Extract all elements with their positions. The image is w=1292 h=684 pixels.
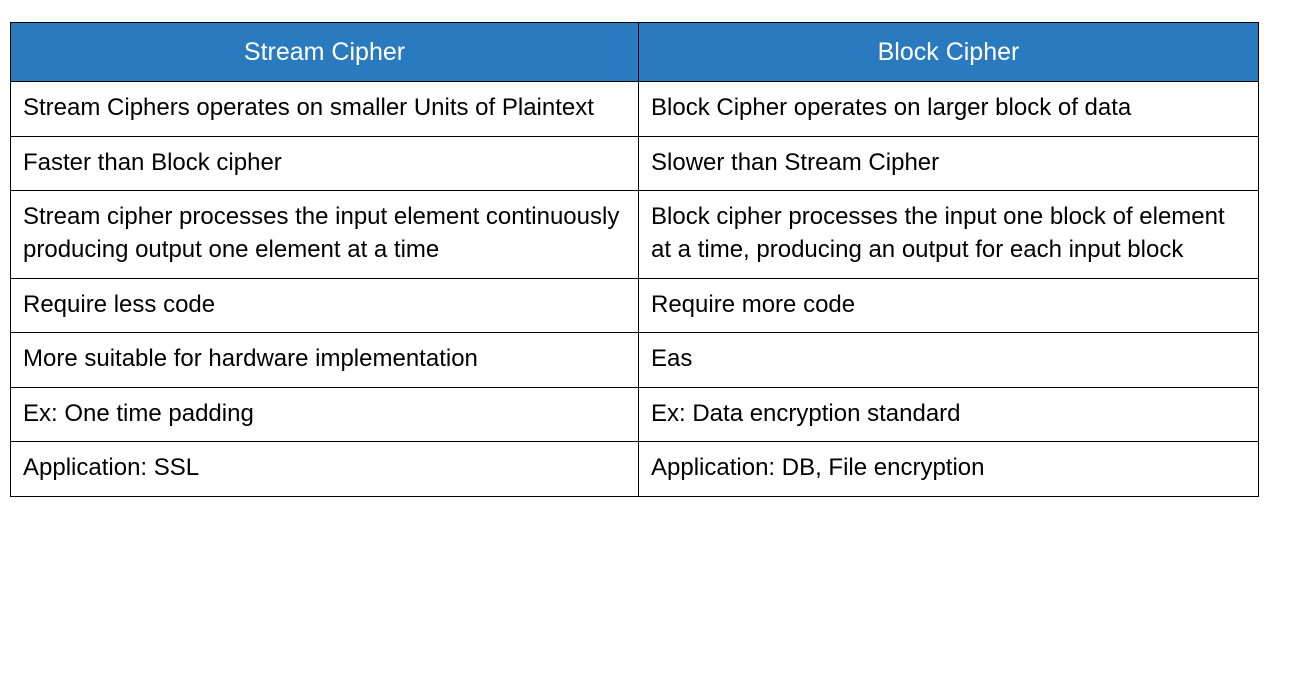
cell-block: Eas	[639, 333, 1259, 388]
table-header	[11, 23, 1259, 82]
table-row	[11, 136, 1259, 191]
cell-stream: Stream Ciphers operates on smaller Units of Plaintext	[11, 82, 639, 137]
cell-block: Require more code	[639, 278, 1259, 333]
table-row	[11, 82, 1259, 137]
table-row	[11, 278, 1259, 333]
cell-stream: Require less code	[11, 278, 639, 333]
cell-block: Application: DB, File encryption	[639, 442, 1259, 497]
column-header-stream-cipher: Stream Cipher	[11, 23, 639, 82]
table-row	[11, 442, 1259, 497]
cell-block: Block cipher processes the input one block of element at a time, producing an output for each input block	[639, 191, 1259, 278]
table-row	[11, 333, 1259, 388]
cell-stream: Faster than Block cipher	[11, 136, 639, 191]
cell-stream: More suitable for hardware implementation	[11, 333, 639, 388]
table-body	[11, 82, 1259, 497]
cell-block: Slower than Stream Cipher	[639, 136, 1259, 191]
table-row	[11, 191, 1259, 278]
cell-stream: Stream cipher processes the input element continuously producing output one element at a time	[11, 191, 639, 278]
cell-stream: Ex: One time padding	[11, 387, 639, 442]
table-row	[11, 387, 1259, 442]
cell-block: Block Cipher operates on larger block of data	[639, 82, 1259, 137]
cell-stream: Application: SSL	[11, 442, 639, 497]
cell-block: Ex: Data encryption standard	[639, 387, 1259, 442]
column-header-block-cipher: Block Cipher	[639, 23, 1259, 82]
table-header-row	[11, 23, 1259, 82]
comparison-table	[10, 22, 1259, 497]
